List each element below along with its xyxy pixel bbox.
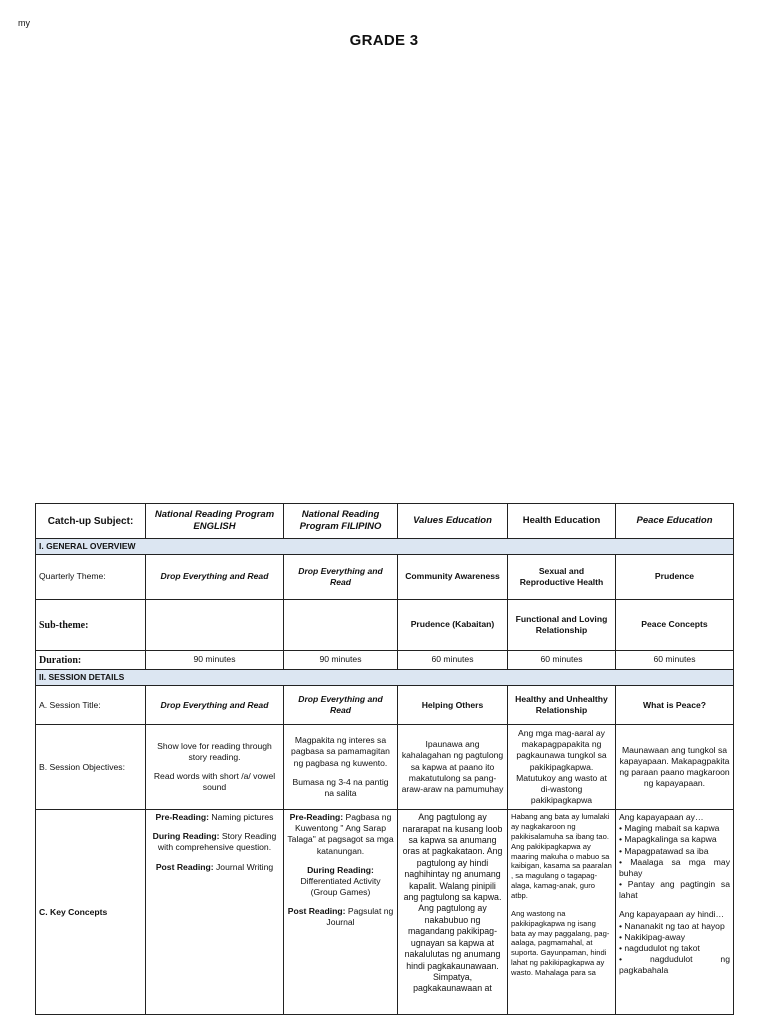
- subject-filipino: National Reading Program FILIPINO: [284, 504, 398, 539]
- objective-filipino-1: Magpakita ng interes sa pagbasa sa pamamagitan ng pagbasa ng kuwento.: [291, 735, 390, 768]
- kc-english-pre: Pre-Reading: Naming pictures: [155, 812, 274, 823]
- session-title-label: A. Session Title:: [36, 686, 146, 725]
- section-general-row: [36, 539, 734, 555]
- kc-peace-list-1: [619, 823, 730, 901]
- objectives-filipino: [284, 725, 398, 810]
- objectives-values: Ipaunawa ang kahalagahan ng pagtulong sa kapwa at paano ito makatutulong sa pang-araw-araw na pamumuhay: [398, 725, 508, 810]
- peace-bullet-item: • Mapagkalinga sa kapwa: [619, 834, 717, 845]
- theme-english: Drop Everything and Read: [146, 555, 284, 600]
- sub-theme-row: [36, 600, 734, 651]
- subtheme-peace: Peace Concepts: [616, 600, 734, 651]
- subject-health: Health Education: [508, 504, 616, 539]
- theme-peace: Prudence: [616, 555, 734, 600]
- corner-note: my: [18, 18, 30, 28]
- key-concepts-peace: [616, 810, 734, 1015]
- key-concepts-filipino: [284, 810, 398, 1015]
- theme-filipino: Drop Everything and Read: [284, 555, 398, 600]
- peace-bullet-item: • Mapagpatawad sa iba: [619, 845, 709, 856]
- session-title-row: [36, 686, 734, 725]
- session-title-values: Helping Others: [398, 686, 508, 725]
- catch-up-subject-label: Catch-up Subject:: [36, 504, 146, 539]
- key-concepts-health: [508, 810, 616, 1015]
- peace-bullet-item: • Maging mabait sa kapwa: [619, 823, 720, 834]
- key-concepts-english: [146, 810, 284, 1015]
- key-concepts-values: Ang pagtulong ay nararapat na kusang loob sa kapwa sa anumang oras at pagkakataon. Ang pagtulong ay hindi naghihintay ng anumang kapalit. Walang pinipili ang pagtulong sa kapwa. Ang pagtulong ay nakabubuo ng magandang pakikipag-ugnayan sa kapwa at nakalulutas ng anumang hindi pagkakaunawaan. Simpatya, pagkakaunawaan at: [398, 810, 508, 1015]
- key-concepts-row: [36, 810, 734, 1015]
- session-objectives-row: [36, 725, 734, 810]
- kc-english-during: During Reading: Story Reading with comprehensive question.: [152, 831, 277, 853]
- duration-label: Duration:: [36, 651, 146, 670]
- subtheme-english: [146, 600, 284, 651]
- peace-bullet-item: • Pantay ang pagtingin sa lahat: [619, 879, 730, 901]
- duration-row: [36, 651, 734, 670]
- subtheme-filipino: [284, 600, 398, 651]
- peace-bullet-item: • Nakikipag-away: [619, 931, 686, 942]
- objective-filipino-2: Bumasa ng 3-4 na pantig na salita: [292, 776, 389, 798]
- session-title-peace: What is Peace?: [616, 686, 734, 725]
- subtheme-health: Functional and Loving Relationship: [508, 600, 616, 651]
- kc-peace-intro-2: Ang kapayapaan ay hindi…: [619, 909, 725, 920]
- duration-filipino: 90 minutes: [284, 651, 398, 670]
- subtheme-values: Prudence (Kabaitan): [398, 600, 508, 651]
- peace-bullet-item: • nagdudulot ng takot: [619, 942, 700, 953]
- quarterly-theme-label: Quarterly Theme:: [36, 555, 146, 600]
- session-title-health: Healthy and Unhealthy Relationship: [508, 686, 616, 725]
- section-session-details: II. SESSION DETAILS: [36, 670, 734, 686]
- section-general-overview: I. GENERAL OVERVIEW: [36, 539, 734, 555]
- key-concepts-label: C. Key Concepts: [36, 810, 146, 1015]
- kc-english-post: Post Reading: Journal Writing: [155, 861, 274, 872]
- theme-health: Sexual and Reproductive Health: [508, 555, 616, 600]
- objectives-health: Ang mga mag-aaral ay makapagpapakita ng pagkaunawa tungkol sa pakikipagkapwa. Matutukoy ang wasto at di-wastong pakikipagkapwa: [508, 725, 616, 810]
- quarterly-theme-row: [36, 555, 734, 600]
- subject-english: National Reading Program ENGLISH: [146, 504, 284, 539]
- kc-peace-intro-1: Ang kapayapaan ay…: [619, 812, 704, 823]
- duration-peace: 60 minutes: [616, 651, 734, 670]
- peace-bullet-item: • nagdudulot ng pagkabahala: [619, 954, 730, 976]
- session-title-english: Drop Everything and Read: [146, 686, 284, 725]
- kc-health-2: Ang wastong na pakikipagkapwa ng isang bata ay may paggalang, pag-aalaga, pagmamahal, at suporta. Gayunpaman, hindi lahat ng pakikipagkapwa ay wasto. Mahalaga para sa: [511, 908, 610, 977]
- kc-peace-list-2: [619, 921, 730, 977]
- kc-filipino-during: During Reading: Differentiated Activity (Group Games): [300, 864, 381, 898]
- subject-header-row: [36, 504, 734, 539]
- objectives-peace: Maunawaan ang tungkol sa kapayapaan. Makapagpakita ng paraan paano magkaroon ng kapayapaan.: [616, 725, 734, 810]
- subject-peace: Peace Education: [616, 504, 734, 539]
- page-title: GRADE 3: [349, 32, 419, 49]
- kc-filipino-pre: Pre-Reading: Pagbasa ng Kuwentong " Ang Sarap Talaga" at pagsagot sa mga katanungan.: [287, 812, 394, 856]
- objective-english-2: Read words with short /a/ vowel sound: [153, 771, 276, 793]
- session-objectives-label: B. Session Objectives:: [36, 725, 146, 810]
- subject-values: Values Education: [398, 504, 508, 539]
- objectives-english: [146, 725, 284, 810]
- lesson-plan-table: [35, 503, 734, 1015]
- duration-health: 60 minutes: [508, 651, 616, 670]
- kc-filipino-post: Post Reading: Pagsulat ng Journal: [287, 906, 394, 928]
- peace-bullet-item: • Maalaga sa mga may buhay: [619, 856, 730, 878]
- duration-values: 60 minutes: [398, 651, 508, 670]
- objective-english-1: Show love for reading through story reading.: [157, 740, 272, 762]
- peace-bullet-item: • Nananakit ng tao at hayop: [619, 920, 725, 931]
- session-title-filipino: Drop Everything and Read: [284, 686, 398, 725]
- sub-theme-label: Sub-theme:: [36, 600, 146, 651]
- section-session-row: [36, 670, 734, 686]
- duration-english: 90 minutes: [146, 651, 284, 670]
- theme-values: Community Awareness: [398, 555, 508, 600]
- kc-health-1: Habang ang bata ay lumalaki ay nagkakaroon ng pakikisalamuha sa ibang tao. Ang pakikipagkapwa ay maaring makuha o mabuo sa kaibigan, kasama sa paaralan , sa magulang o tagapag-alaga, kamag-anak, guro atbp.: [511, 812, 612, 900]
